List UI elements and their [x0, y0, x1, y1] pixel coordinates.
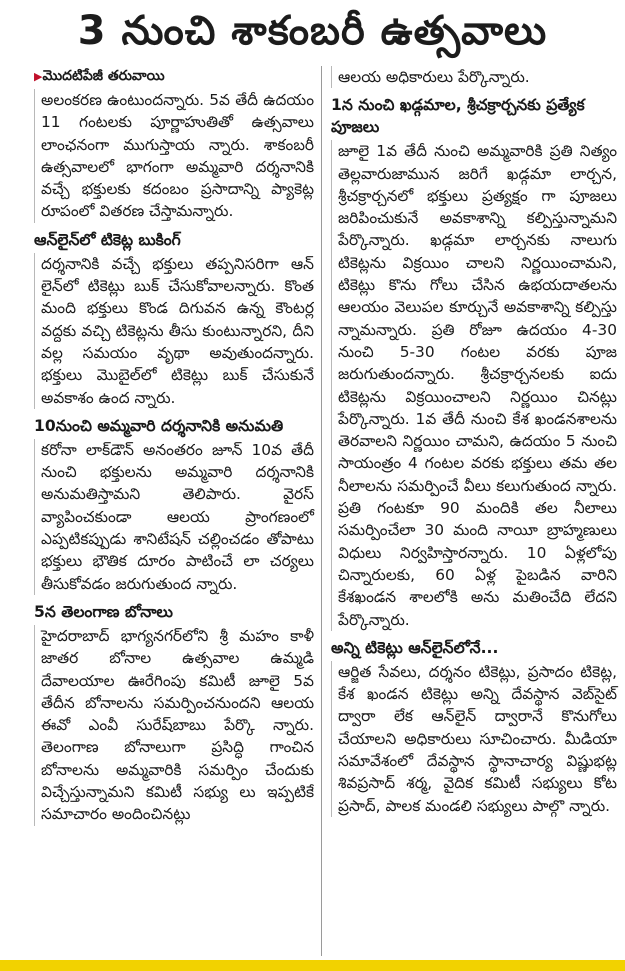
triangle-arrow-icon: ▶ — [34, 70, 43, 83]
section-heading-darshan-permission: 10నుంచి అమ్మవారి దర్శనానికి అనుమతి — [34, 416, 284, 435]
continued-from-text: మొదటిపేజీ తరువాయి — [42, 68, 165, 84]
intro-paragraph: అలంకరణ ఉంటుందన్నారు. 5వ తేదీ ఉదయం 11 గంటలకు పూర్ణాహుతితో ఉత్సవాలు లాంఛనంగా ముగుస్తాయ న్నారు. శాకంబరీ ఉత్సవాలలో భాగంగా అమ్మవారి దర్శనానికి వచ్చే భక్తులకు కదంబం ప్రసాదాన్ని ప్యాకెట్ల రూపంలో వితరణ చేస్తామన్నారు. — [34, 89, 314, 223]
paragraph-all-tickets-online: ఆర్జిత సేవలు, దర్శనం టికెట్లు, ప్రసాదం టికెట్ల, కేశ ఖండన టికెట్లు అన్ని దేవస్థాన వెబ్‌సైట్ ద్వారా లేక ఆన్‌లైన్ ద్వారానే కొనుగోలు చేయాలని అధికారులు సూచించారు. మీడియా సమావేశంలో దేవస్థాన స్థానాచార్య విష్ణుభట్ల శివప్రసాద్ శర్మ, వైదిక కమిటీ సభ్యులు కోట ప్రసాద్, పాలక మండలి సభ్యులు పాల్గొ న్నారు. — [331, 661, 617, 817]
carryover-paragraph: ఆలయ అధికారులు పేర్కొన్నారు. — [331, 66, 617, 88]
paragraph-online-booking: దర్శనానికి వచ్చే భక్తులు తప్పనిసరిగా ఆన్ లైన్‌లో టికెట్లు బుక్ చేసుకోవాలన్నారు. కొంత మంది భక్తులు కొండ దిగువన ఉన్న కౌంటర్ల వద్దకు వచ్చి టికెట్లను తీసు కుంటున్నారని, దీని వల్ల సమయం వృథా అవుతుందన్నారు. భక్తులు మొబైల్‌లో టికెట్లు బుక్ చేసుకునే అవకాశం ఉంద న్నారు. — [34, 253, 314, 409]
paragraph-khadgamala: జూలై 1వ తేదీ నుంచి అమ్మవారికి ప్రతి నిత్యం తెల్లవారుజామున జరిగే ఖడ్గమా లార్చన, శ్రీచక్రార్చనలో భక్తులు ప్రత్యక్షం గా పూజలు జరిపించుకునే అవకాశాన్ని కల్పిస్తున్నామని పేర్కొన్నారు. ఖడ్గమా లార్చనకు నాలుగు టికెట్లను విక్రయిం చాలని నిర్ణయించామని, టికెట్లు కొను గోలు చేసిన ఉభయదాతలను ఆలయం వెలుపల కూర్చునే అవకాశాన్ని కల్పిస్తు న్నామన్నారు. ప్రతి రోజూ ఉదయం 4-30 నుంచి 5-30 గంటల వరకు పూజ జరుగుతుందన్నారు. శ్రీచక్రార్చనలకు ఐదు టికెట్లను విక్రయించాలని నిర్ణయిం చినట్లు పేర్కొన్నారు. 1వ తేదీ నుంచి కేశ ఖండనశాలను తెరవాలని నిర్ణయిం చామని, ఉదయం 5 నుంచి సాయంత్రం 4 గంటల వరకు భక్తులు తమ తల నీలాలను సమర్పించే వీలు కలుగుతుంద న్నారు. ప్రతి గంటకూ 90 మందికి తల నీలాలు సమర్పించేలా 30 మంది నాయీ బ్రాహ్మణులు విధులు నిర్వహిస్తారన్నారు. 10 ఏళ్లలోపు చిన్నారులకు, 60 ఏళ్ల పైబడిన వారిని కేశఖండన శాలలోకి అను మతించేది లేదని పేర్కొన్నారు. — [331, 140, 617, 631]
article-right-column — [331, 66, 617, 817]
section-heading-bonalu: 5న తెలంగాణ బోనాలు — [34, 602, 173, 621]
paragraph-darshan-permission: కరోనా లాక్‌డౌన్ అనంతరం జూన్ 10వ తేదీ నుంచి భక్తులను అమ్మవారి దర్శనానికి అనుమతిస్తామని తెలిపారు. వైరస్ వ్యాపించకుండా ఆలయ ప్రాంగణంలో ఎప్పటికప్పుడు శానిటేషన్ చల్లించడం తోపాటు భక్తులు భౌతిక దూరం పాటించే లా చర్యలు తీసుకోవడం జరుగుతుంద న్నారు. — [34, 439, 314, 595]
section-heading-khadgamala: 1న నుంచి ఖడ్గమాల, శ్రీచక్రార్చనకు ప్రత్యేక పూజలు — [331, 96, 585, 137]
bottom-color-band — [0, 960, 625, 971]
section-heading-online-booking: ఆన్‌లైన్‌లో టికెట్ల బుకింగ్ — [34, 230, 181, 249]
paragraph-bonalu: హైదరాబాద్ భాగ్యనగర్‌లోని శ్రీ మహం కాళీ జాతర బోనాల ఉత్సవాల ఉమ్మడి దేవాలయాల ఊరేగింపు కమిటీ జూలై 5వ తేదీన బోనాలను సమర్పించనుందని ఆలయ ఈవో ఎంవీ సురేష్‌బాబు పేర్కొ న్నారు. తెలంగాణ బోనాలుగా ప్రసిద్ధి గాంచిన బోనాలను అమ్మవారికి సమర్పిం చేందుకు విచ్చేస్తున్నామని కమిటీ సభ్యు లు ఇప్పటికే సమాచారం అందించినట్లు — [34, 625, 314, 826]
column-divider — [321, 66, 322, 956]
article-left-column — [34, 66, 314, 826]
page-title: 3 నుంచి శాకంబరీ ఉత్సవాలు — [77, 8, 548, 54]
continued-from-label — [34, 66, 314, 87]
section-heading-all-tickets-online: అన్ని టికెట్లు ఆన్‌లైన్‌లోనే... — [331, 638, 499, 657]
